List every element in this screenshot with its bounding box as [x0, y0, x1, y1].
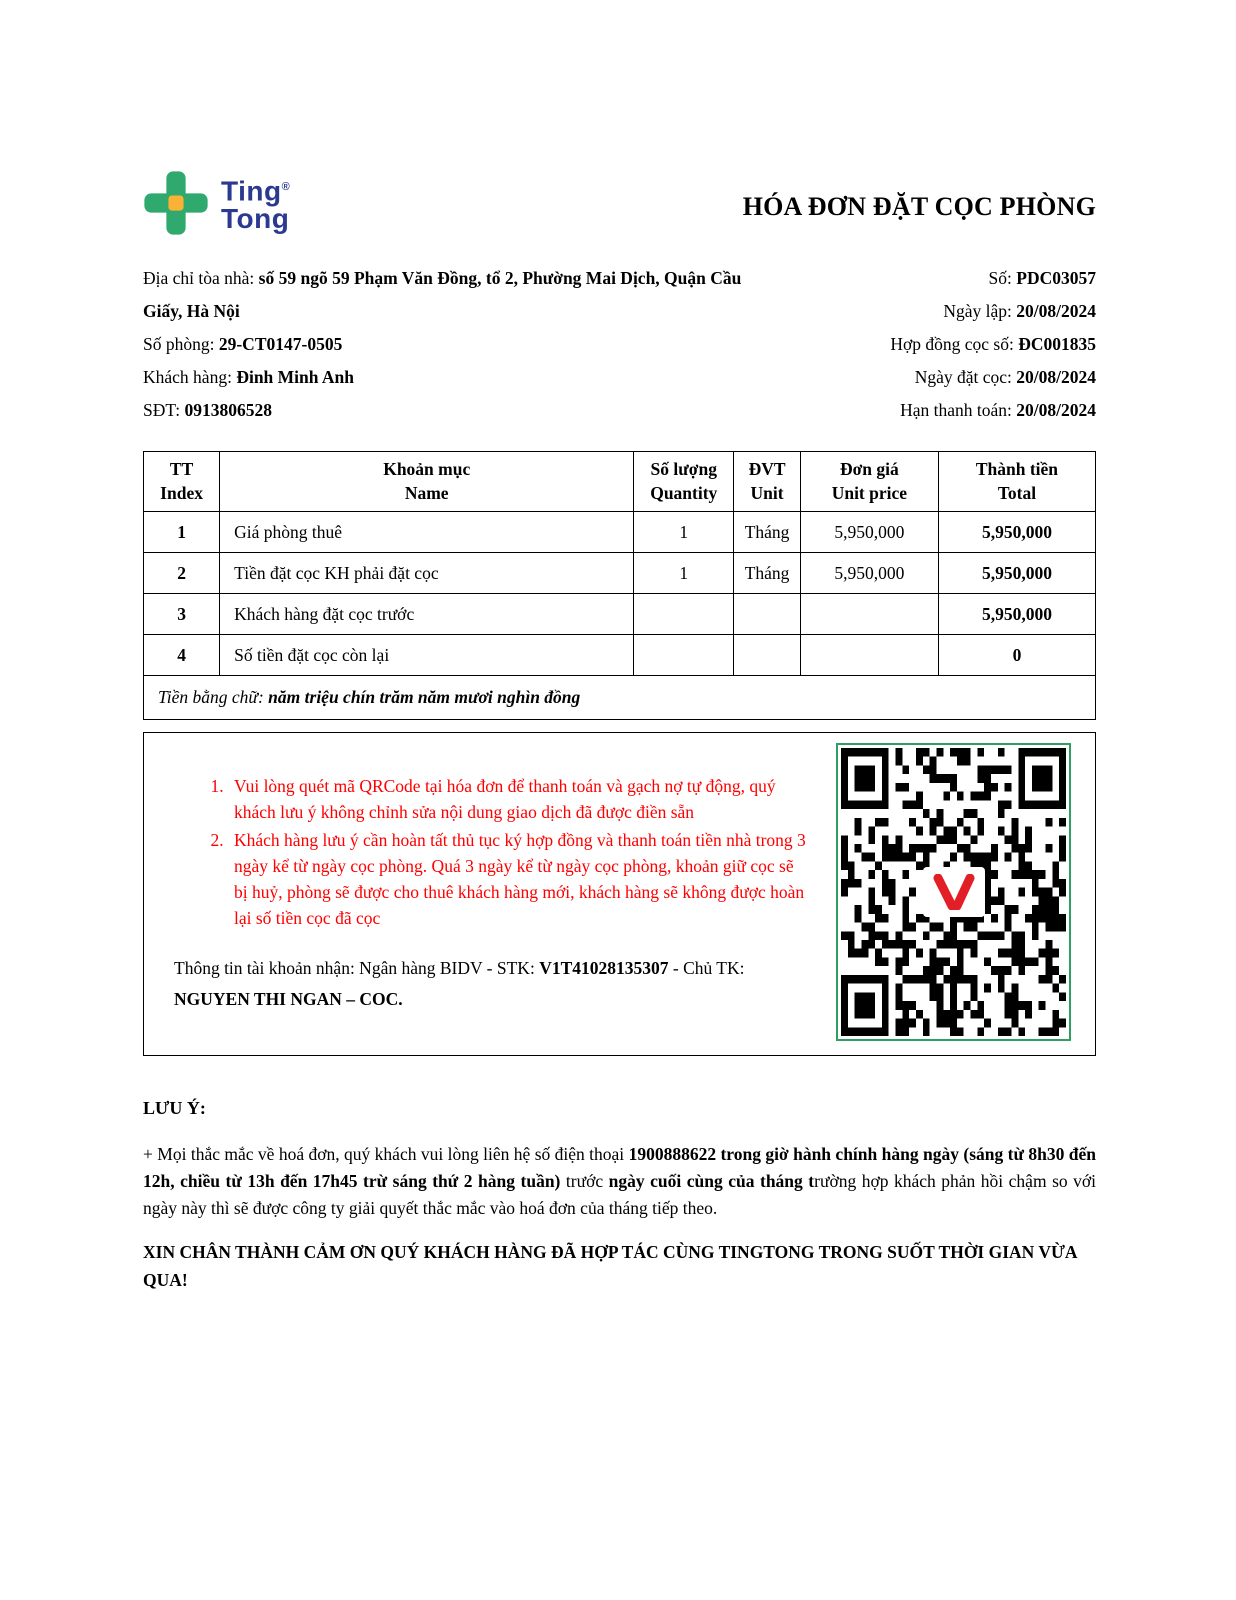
row-unit [734, 594, 801, 635]
customer-value: Đinh Minh Anh [236, 367, 355, 387]
due-date-value: 20/08/2024 [1016, 400, 1096, 420]
payment-qr-code [836, 743, 1071, 1041]
header-index [144, 452, 220, 512]
invoice-info-left [143, 262, 783, 427]
row-unit: Tháng [734, 553, 801, 594]
bank-account-info: Thông tin tài khoản nhận: Ngân hàng BIDV - STK: V1T41028135307 - Chủ TK: NGUYEN THI NGAN – COC. [174, 958, 745, 1010]
row-index: 2 [144, 553, 220, 594]
table-row [144, 512, 1096, 553]
due-date-line [783, 394, 1096, 427]
invoice-number-label: Số: [988, 268, 1017, 288]
header-quantity-en: Quantity [650, 482, 718, 503]
room-number-value: 29-CT0147-0505 [218, 334, 343, 354]
logo-word-tong-text: Tong [221, 203, 290, 235]
row-total: 5,950,000 [938, 553, 1095, 594]
header-quantity [634, 452, 734, 512]
building-address-value: số 59 ngõ 59 Phạm Văn Đồng, tổ 2, Phường Mai Dịch, Quận Cầu Giấy, Hà Nội [143, 268, 742, 321]
logo-word-tong [221, 205, 290, 233]
issue-date-value: 20/08/2024 [1016, 301, 1096, 321]
contract-number-value: ĐC001835 [1018, 334, 1096, 354]
invoice-info [143, 262, 1096, 427]
footer [143, 1098, 1096, 1294]
row-unit: Tháng [734, 512, 801, 553]
header-unit-vn: ĐVT [748, 459, 786, 479]
row-name: Số tiền đặt cọc còn lại [220, 635, 634, 676]
deposit-date-line [783, 361, 1096, 394]
row-name: Khách hàng đặt cọc trước [220, 594, 634, 635]
amount-in-words-row [144, 676, 1096, 720]
phone-value: 0913806528 [184, 400, 272, 420]
row-quantity [634, 635, 734, 676]
header-unit-price-vn: Đơn giá [839, 459, 899, 479]
invoice-number-value: PDC03057 [1016, 268, 1096, 288]
header-name-vn: Khoản mục [383, 459, 471, 479]
items-table-body [144, 512, 1096, 720]
table-row [144, 594, 1096, 635]
row-total: 5,950,000 [938, 594, 1095, 635]
row-unit-price: 5,950,000 [800, 512, 938, 553]
invoice-info-right [783, 262, 1096, 427]
phone-line [143, 394, 783, 427]
amount-in-words [144, 676, 1096, 720]
row-unit-price [800, 635, 938, 676]
row-index: 1 [144, 512, 220, 553]
header-unit [734, 452, 801, 512]
logo-wordmark [221, 173, 290, 233]
support-paragraph: + Mọi thắc mắc về hoá đơn, quý khách vui lòng liên hệ số điện thoại 1900888622 trong giờ hành chính hàng ngày (sáng từ 8h30 đến 12h, chiều từ 13h đến 17h45 trừ sáng thứ 2 hàng tuần) trước ngày cuối cùng của tháng trường hợp khách phản hồi chậm so với ngày này thì sẽ được công ty giải quyết thắc mắc vào hoá đơn của tháng tiếp theo. [143, 1144, 1097, 1219]
due-date-label: Hạn thanh toán: [900, 400, 1017, 420]
customer-label: Khách hàng: [143, 367, 237, 387]
invoice-title: HÓA ĐƠN ĐẶT CỌC PHÒNG [742, 192, 1096, 221]
building-address-line [143, 262, 783, 328]
header-index-en: Index [160, 482, 203, 503]
invoice-number-line [783, 262, 1096, 295]
table-row [144, 553, 1096, 594]
payment-note-item: 2. Khách hàng lưu ý cần hoàn tất thủ tục ký hợp đồng và thanh toán tiền nhà trong 3 ngày kể từ ngày cọc phòng. Quá 3 ngày kể từ ngày cọc phòng, khoản giữ cọc sẽ bị huỷ, phòng sẽ được cho thuê khách hàng mới, khách hàng sẽ không được hoàn lại số tiền cọc đã cọc [228, 827, 808, 931]
logo-word-ting [221, 173, 290, 205]
items-table [143, 451, 1096, 720]
header-unit-price [800, 452, 938, 512]
contract-number-line [783, 328, 1096, 361]
header-quantity-vn: Số lượng [650, 459, 717, 479]
row-unit [734, 635, 801, 676]
tingtong-cross-icon [143, 170, 209, 236]
deposit-date-label: Ngày đặt cọc: [914, 367, 1017, 387]
header-unit-en: Unit [750, 482, 784, 503]
row-total: 0 [938, 635, 1095, 676]
header-index-vn: TT [169, 459, 194, 479]
deposit-date-value: 20/08/2024 [1016, 367, 1096, 387]
row-quantity: 1 [634, 553, 734, 594]
row-index: 4 [144, 635, 220, 676]
header-name [220, 452, 634, 512]
row-name: Giá phòng thuê [220, 512, 634, 553]
items-table-header-row [144, 452, 1096, 512]
thanks-message: XIN CHÂN THÀNH CẢM ƠN QUÝ KHÁCH HÀNG ĐÃ HỢP TÁC CÙNG TINGTONG TRONG SUỐT THỜI GIAN VỪA QUA! [143, 1242, 1077, 1291]
phone-label: SĐT: [143, 400, 185, 420]
building-address-label: Địa chỉ tòa nhà: [143, 268, 259, 288]
note-title: LƯU Ý: [143, 1098, 206, 1119]
payment-notes [174, 743, 808, 1041]
amount-in-words-label: Tiền bằng chữ: [158, 687, 269, 708]
header-total-vn: Thành tiền [975, 459, 1059, 479]
row-unit-price [800, 594, 938, 635]
payment-note-item: 1. Vui lòng quét mã QRCode tại hóa đơn để thanh toán và gạch nợ tự động, quý khách lưu ý không chỉnh sửa nội dung giao dịch đã được điền sẵn [228, 773, 808, 825]
payment-notes-box [143, 732, 1096, 1056]
items-table-head [144, 452, 1096, 512]
row-index: 3 [144, 594, 220, 635]
amount-in-words-value: năm triệu chín trăm năm mươi nghìn đồng [268, 687, 581, 708]
logo-word-ting-text: Ting [221, 175, 282, 207]
row-name: Tiền đặt cọc KH phải đặt cọc [220, 553, 634, 594]
row-total: 5,950,000 [938, 512, 1095, 553]
registered-mark: ® [281, 180, 291, 193]
payment-notes-list [174, 773, 808, 931]
row-quantity: 1 [634, 512, 734, 553]
issue-date-line [783, 295, 1096, 328]
header [143, 170, 1096, 236]
issue-date-label: Ngày lập: [943, 301, 1017, 321]
room-number-label: Số phòng: [143, 334, 219, 354]
contract-number-label: Hợp đồng cọc số: [890, 334, 1019, 354]
row-unit-price: 5,950,000 [800, 553, 938, 594]
header-total-en: Total [997, 482, 1037, 503]
tingtong-logo [143, 170, 290, 236]
header-unit-price-en: Unit price [831, 482, 908, 503]
row-quantity [634, 594, 734, 635]
table-row [144, 635, 1096, 676]
room-number-line [143, 328, 783, 361]
qr-logo-v-icon [932, 874, 976, 910]
customer-line [143, 361, 783, 394]
header-total [938, 452, 1095, 512]
qr-center-logo [923, 867, 985, 917]
header-name-en: Name [404, 482, 449, 503]
